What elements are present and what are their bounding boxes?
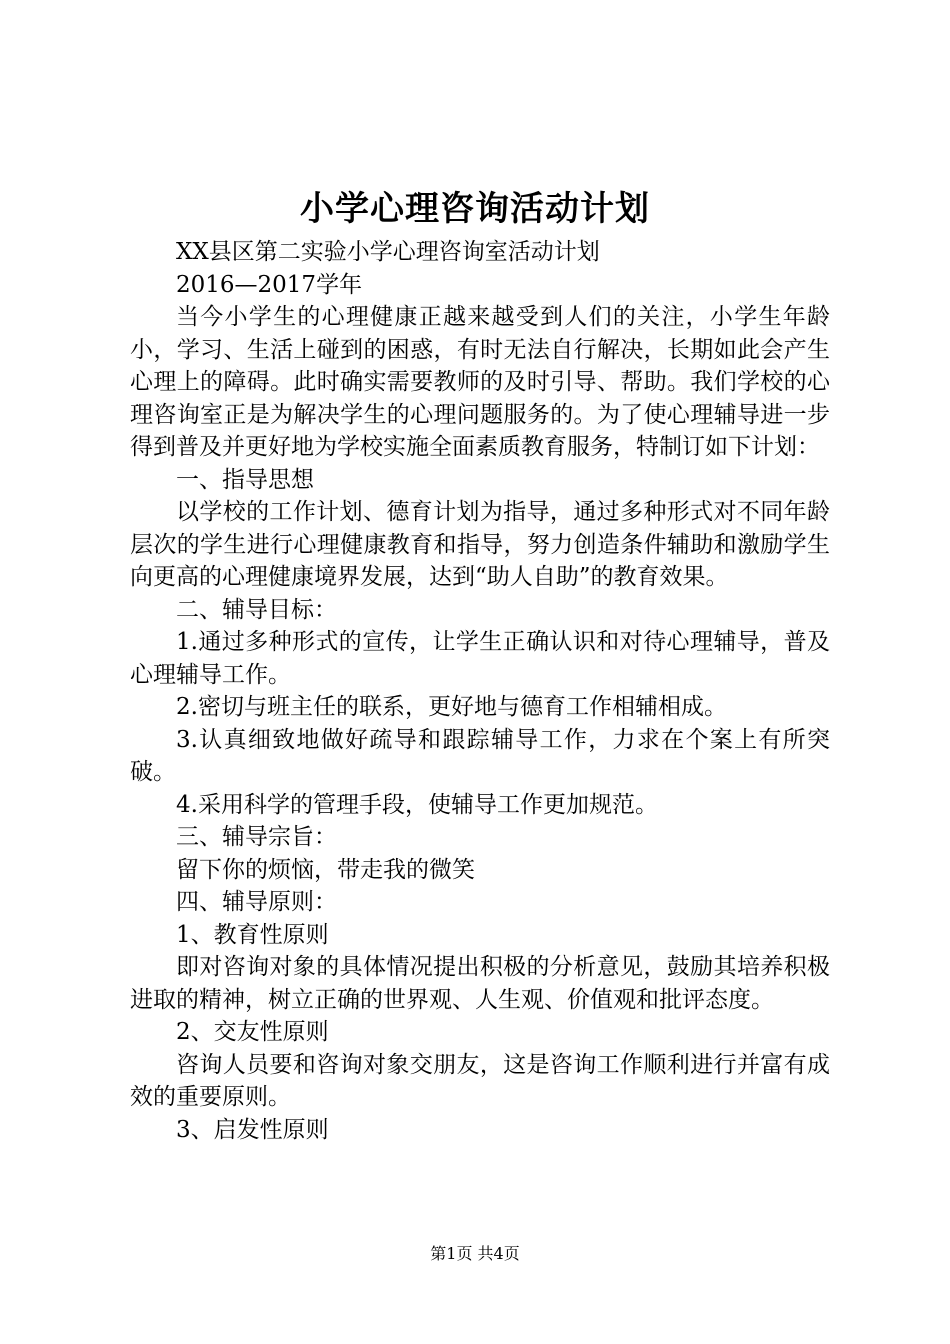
paragraph: 2016—2017学年	[176, 271, 363, 298]
paragraph: 2、交友性原则	[176, 1019, 329, 1045]
paragraph: 以学校的工作计划、德育计划为指导，通过多种形式对不同年龄层次的学生进行心理健康教育和指导，努力创造条件辅助和激励学生向更高的心理健康境界发展，达到“助人自助”的教育效果。	[130, 499, 830, 590]
paragraph: 咨询人员要和咨询对象交朋友，这是咨询工作顺利进行并富有成效的重要原则。	[130, 1051, 830, 1110]
paragraph: 4.采用科学的管理手段，使辅导工作更加规范。	[176, 791, 658, 818]
paragraph: 3、启发性原则	[176, 1116, 329, 1143]
paragraph: 1、教育性原则	[176, 921, 329, 948]
paragraph: 三、辅导宗旨：	[176, 824, 337, 850]
paragraph: 即对咨询对象的具体情况提出积极的分析意见，鼓励其培养积极进取的精神，树立正确的世界观、人生观、价值观和批评态度。	[130, 954, 830, 1013]
paragraph: 当今小学生的心理健康正越来越受到人们的关注，小学生年龄小，学习、生活上碰到的困惑，有时无法自行解决，长期如此会产生心理上的障碍。此时确实需要教师的及时引导、帮助。我们学校的心理咨询室正是为解决学生的心理问题服务的。为了使心理辅导进一步得到普及并更好地为学校实施全面素质教育服务，特制订如下计划：	[130, 304, 830, 460]
page-footer: 第1页 共4页	[430, 1244, 520, 1263]
paragraph: 一、指导思想	[176, 466, 314, 493]
paragraph: 2.密切与班主任的联系，更好地与德育工作相辅相成。	[176, 694, 727, 720]
paragraph: 留下你的烦恼，带走我的微笑	[176, 856, 475, 883]
paragraph: 3.认真细致地做好疏导和跟踪辅导工作，力求在个案上有所突破。	[130, 726, 830, 785]
paragraph: XX县区第二实验小学心理咨询室活动计划	[176, 239, 600, 265]
paragraph: 二、辅导目标：	[176, 596, 337, 623]
document-body	[130, 236, 830, 1146]
paragraph: 1.通过多种形式的宣传，让学生正确认识和对待心理辅导，普及心理辅导工作。	[130, 629, 830, 688]
paragraph: 四、辅导原则：	[176, 889, 337, 915]
document-title: 小学心理咨询活动计划	[300, 189, 650, 229]
